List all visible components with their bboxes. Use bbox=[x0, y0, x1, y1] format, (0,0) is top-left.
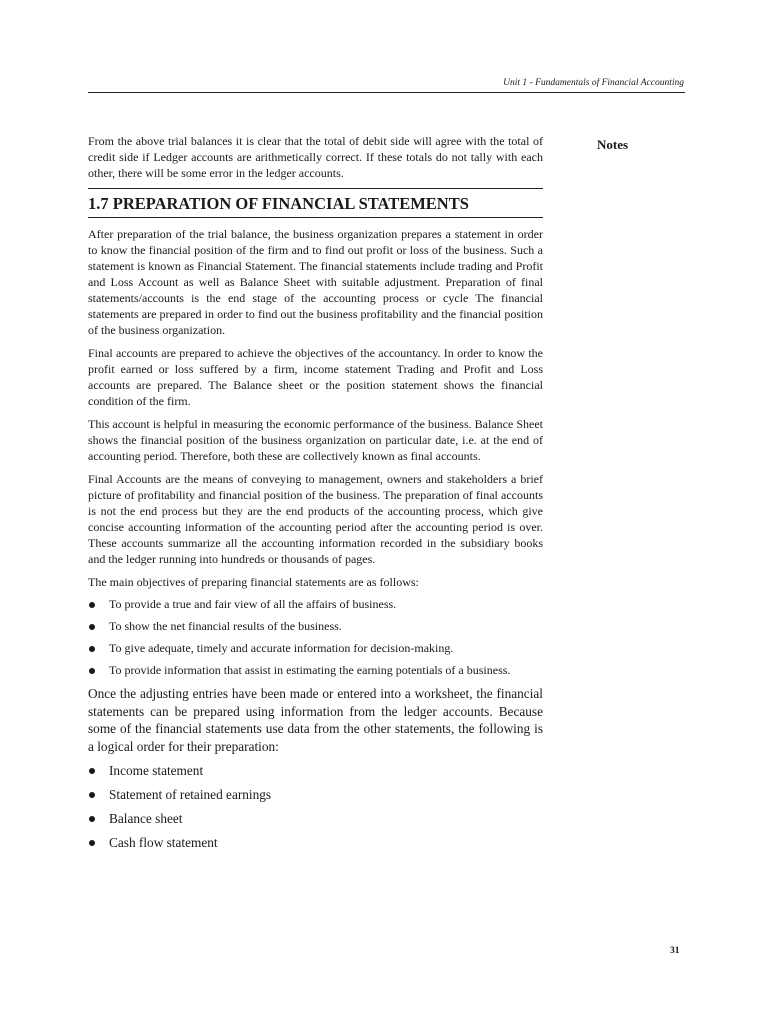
objectives-list bbox=[88, 597, 543, 678]
paragraph-financial-statement: After preparation of the trial balance, the business organization prepares a statement in order to know the financial position of the firm and to find out profit or loss of the business. Such a statement is known as Financial Statement. The financial statements include trading and Profit and Loss Account as well as Balance Sheet with suitable adjustment. Preparation of final statements/accounts is the end stage of the accounting process or cycle The financial statements are prepared in order to find out the business profitability and the financial position of the business organization. bbox=[88, 227, 543, 337]
bullet-icon bbox=[89, 624, 95, 630]
bullet-icon bbox=[89, 646, 95, 652]
list-item bbox=[88, 762, 543, 779]
main-content bbox=[88, 133, 543, 858]
list-item-text: To show the net financial results of the business. bbox=[109, 619, 342, 633]
bullet-icon bbox=[89, 668, 95, 674]
bullet-icon bbox=[89, 840, 95, 846]
section-title-block bbox=[88, 188, 543, 218]
list-item bbox=[88, 641, 543, 656]
list-item-text: Statement of retained earnings bbox=[109, 787, 272, 802]
notes-label: Notes bbox=[597, 137, 629, 152]
intro-paragraph: From the above trial balances it is clear that the total of debit side will agree with the total of credit side if Ledger accounts are arithmetically correct. If these totals do not tally with each other, there will be some error in the ledger accounts. bbox=[88, 134, 543, 180]
bullet-icon bbox=[89, 602, 95, 608]
list-item-text: Cash flow statement bbox=[109, 835, 218, 850]
list-item-text: Balance sheet bbox=[109, 811, 183, 826]
list-item bbox=[88, 786, 543, 803]
paragraph-objectives-intro: The main objectives of preparing financial statements are as follows: bbox=[88, 575, 419, 589]
paragraph-economic-performance: This account is helpful in measuring the economic performance of the business. Balance Sheet shows the financial position of the business organization on particular date, i.e. at the end of accounting period. Therefore, both these are collectively known as final accounts. bbox=[88, 417, 543, 463]
statements-order-list bbox=[88, 762, 543, 851]
list-item-text: Income statement bbox=[109, 763, 204, 778]
list-item-text: To provide information that assist in estimating the earning potentials of a business. bbox=[109, 663, 511, 677]
header-rule bbox=[88, 92, 685, 93]
list-item bbox=[88, 810, 543, 827]
section-title: 1.7 PREPARATION OF FINANCIAL STATEMENTS bbox=[88, 194, 469, 213]
list-item bbox=[88, 834, 543, 851]
paragraph-conveying-information: Final Accounts are the means of conveying to management, owners and stakeholders a brief picture of profitability and financial position of the business. The preparation of final accounts is not the end process but they are the end products of the accounting process, which give concise accounting information of the accounting period after the accounting period is over. These accounts summarize all the accounting information recorded in the subsidiary books and the ledger running into hundreds or thousands of pages. bbox=[88, 472, 543, 566]
list-item bbox=[88, 663, 543, 678]
paragraph-final-accounts: Final accounts are prepared to achieve the objectives of the accountancy. In order to know the profit earned or loss suffered by a firm, income statement Trading and Profit and Loss accounts are prepared. The Balance sheet or the position statement shows the financial condition of the firm. bbox=[88, 346, 543, 408]
paragraph-logical-order: Once the adjusting entries have been made or entered into a worksheet, the financial statements can be prepared using information from the ledger accounts. Because some of the financial statements use data from the other statements, the following is a logical order for their preparation: bbox=[88, 686, 543, 754]
list-item bbox=[88, 597, 543, 612]
running-header: Unit 1 - Fundamentals of Financial Accounting bbox=[503, 78, 684, 88]
bullet-icon bbox=[89, 816, 95, 822]
list-item-text: To give adequate, timely and accurate information for decision-making. bbox=[109, 641, 454, 655]
bullet-icon bbox=[89, 768, 95, 774]
list-item bbox=[88, 619, 543, 634]
list-item-text: To provide a true and fair view of all the affairs of business. bbox=[109, 597, 397, 611]
bullet-icon bbox=[89, 792, 95, 798]
page-number: 31 bbox=[670, 946, 680, 956]
